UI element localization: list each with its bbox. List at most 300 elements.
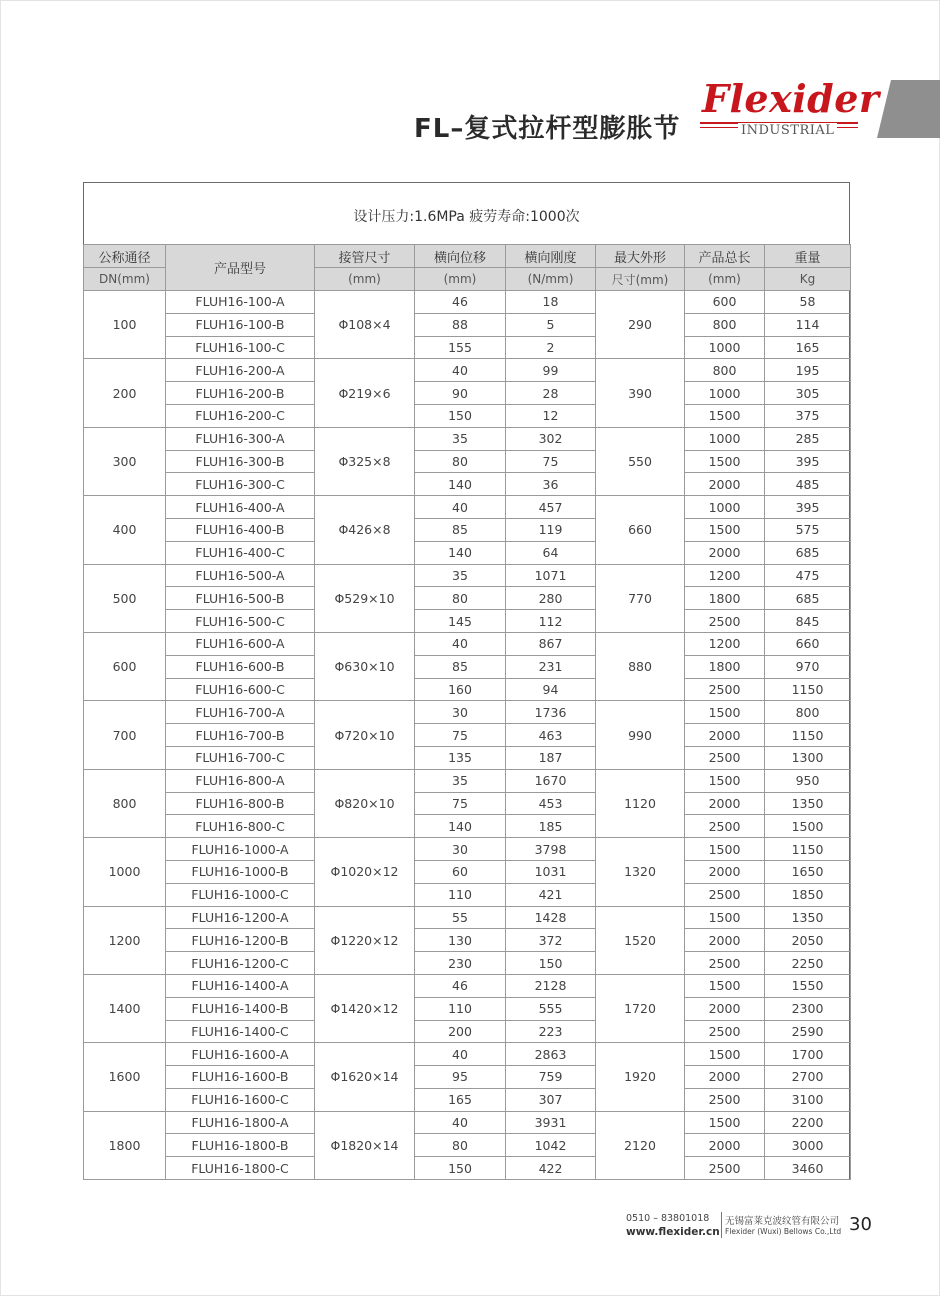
table-row — [84, 450, 851, 473]
nominal-diameter-cell: 500 — [84, 564, 166, 632]
overall-length-cell: 1500 — [685, 518, 765, 541]
pipe-size-cell: Φ108×4 — [315, 291, 415, 359]
weight-cell: 395 — [765, 496, 851, 519]
lateral-displacement-cell: 80 — [415, 450, 506, 473]
table-row — [84, 883, 851, 906]
lateral-displacement-cell: 135 — [415, 746, 506, 769]
lateral-displacement-cell: 46 — [415, 974, 506, 997]
column-header: 接管尺寸 — [315, 245, 415, 268]
design-note: 设计压力:1.6MPa 疲劳寿命:1000次 — [353, 209, 580, 225]
pipe-size-cell: Φ1220×12 — [315, 906, 415, 974]
lateral-displacement-cell: 30 — [415, 838, 506, 861]
lateral-displacement-cell: 200 — [415, 1020, 506, 1043]
overall-length-cell: 1500 — [685, 1111, 765, 1134]
model-cell: FLUH16-1200-C — [166, 952, 315, 975]
table-row — [84, 769, 851, 792]
pipe-size-cell: Φ1820×14 — [315, 1111, 415, 1179]
overall-length-cell: 2000 — [685, 541, 765, 564]
lateral-displacement-cell: 40 — [415, 1111, 506, 1134]
pipe-size-cell: Φ325×8 — [315, 427, 415, 495]
model-cell: FLUH16-800-B — [166, 792, 315, 815]
lateral-stiffness-cell: 1071 — [506, 564, 596, 587]
table-row — [84, 1111, 851, 1134]
overall-length-cell: 2000 — [685, 1134, 765, 1157]
lateral-displacement-cell: 90 — [415, 382, 506, 405]
model-cell: FLUH16-1600-A — [166, 1043, 315, 1066]
overall-length-cell: 2500 — [685, 1088, 765, 1111]
lateral-stiffness-cell: 1428 — [506, 906, 596, 929]
weight-cell: 195 — [765, 359, 851, 382]
nominal-diameter-cell: 700 — [84, 701, 166, 769]
model-cell: FLUH16-300-C — [166, 473, 315, 496]
weight-cell: 395 — [765, 450, 851, 473]
model-cell: FLUH16-400-C — [166, 541, 315, 564]
column-header: 最大外形 — [596, 245, 685, 268]
nominal-diameter-cell: 100 — [84, 291, 166, 359]
spec-table — [83, 244, 851, 1180]
lateral-stiffness-cell: 28 — [506, 382, 596, 405]
nominal-diameter-cell: 600 — [84, 632, 166, 700]
model-cell: FLUH16-1800-B — [166, 1134, 315, 1157]
overall-length-cell: 2000 — [685, 792, 765, 815]
lateral-displacement-cell: 95 — [415, 1066, 506, 1089]
overall-length-cell: 2000 — [685, 860, 765, 883]
max-outer-size-cell: 660 — [596, 496, 685, 564]
max-outer-size-cell: 1320 — [596, 838, 685, 906]
lateral-stiffness-cell: 12 — [506, 404, 596, 427]
lateral-displacement-cell: 88 — [415, 313, 506, 336]
nominal-diameter-cell: 1000 — [84, 838, 166, 906]
lateral-displacement-cell: 85 — [415, 518, 506, 541]
column-header-unit: (mm) — [685, 268, 765, 291]
weight-cell: 485 — [765, 473, 851, 496]
lateral-displacement-cell: 130 — [415, 929, 506, 952]
pipe-size-cell: Φ426×8 — [315, 496, 415, 564]
lateral-stiffness-cell: 99 — [506, 359, 596, 382]
lateral-stiffness-cell: 2 — [506, 336, 596, 359]
max-outer-size-cell: 770 — [596, 564, 685, 632]
model-cell: FLUH16-100-C — [166, 336, 315, 359]
model-cell: FLUH16-700-A — [166, 701, 315, 724]
overall-length-cell: 2500 — [685, 746, 765, 769]
flexider-logo — [700, 76, 880, 142]
lateral-displacement-cell: 55 — [415, 906, 506, 929]
weight-cell: 950 — [765, 769, 851, 792]
column-header-unit: (mm) — [315, 268, 415, 291]
table-header — [84, 245, 851, 291]
table-row — [84, 746, 851, 769]
lateral-stiffness-cell: 867 — [506, 632, 596, 655]
overall-length-cell: 2500 — [685, 883, 765, 906]
lateral-stiffness-cell: 280 — [506, 587, 596, 610]
column-header: 重量 — [765, 245, 851, 268]
weight-cell: 285 — [765, 427, 851, 450]
lateral-stiffness-cell: 112 — [506, 610, 596, 633]
overall-length-cell: 1500 — [685, 838, 765, 861]
lateral-displacement-cell: 35 — [415, 769, 506, 792]
max-outer-size-cell: 990 — [596, 701, 685, 769]
lateral-displacement-cell: 35 — [415, 564, 506, 587]
weight-cell: 2590 — [765, 1020, 851, 1043]
column-header-unit: (N/mm) — [506, 268, 596, 291]
lateral-stiffness-cell: 1042 — [506, 1134, 596, 1157]
model-cell: FLUH16-200-C — [166, 404, 315, 427]
nominal-diameter-cell: 1400 — [84, 974, 166, 1042]
lateral-stiffness-cell: 3798 — [506, 838, 596, 861]
weight-cell: 800 — [765, 701, 851, 724]
model-cell: FLUH16-1200-A — [166, 906, 315, 929]
lateral-displacement-cell: 85 — [415, 655, 506, 678]
lateral-displacement-cell: 75 — [415, 724, 506, 747]
nominal-diameter-cell: 200 — [84, 359, 166, 427]
column-header: 横向位移 — [415, 245, 506, 268]
table-row — [84, 1088, 851, 1111]
weight-cell: 3000 — [765, 1134, 851, 1157]
lateral-stiffness-cell: 422 — [506, 1157, 596, 1180]
overall-length-cell: 2500 — [685, 952, 765, 975]
weight-cell: 1550 — [765, 974, 851, 997]
logo-text: Flexider — [702, 76, 880, 121]
table-row — [84, 336, 851, 359]
overall-length-cell: 800 — [685, 359, 765, 382]
lateral-displacement-cell: 150 — [415, 404, 506, 427]
model-cell: FLUH16-1800-A — [166, 1111, 315, 1134]
weight-cell: 3100 — [765, 1088, 851, 1111]
model-cell: FLUH16-300-A — [166, 427, 315, 450]
table-row — [84, 838, 851, 861]
column-header: 产品总长 — [685, 245, 765, 268]
lateral-stiffness-cell: 1736 — [506, 701, 596, 724]
column-header: 产品型号 — [166, 245, 315, 291]
lateral-stiffness-cell: 18 — [506, 291, 596, 314]
lateral-stiffness-cell: 1031 — [506, 860, 596, 883]
table-body — [84, 291, 851, 1180]
overall-length-cell: 2500 — [685, 1020, 765, 1043]
lateral-stiffness-cell: 3931 — [506, 1111, 596, 1134]
weight-cell: 1150 — [765, 678, 851, 701]
max-outer-size-cell: 880 — [596, 632, 685, 700]
lateral-stiffness-cell: 302 — [506, 427, 596, 450]
overall-length-cell: 2500 — [685, 610, 765, 633]
pipe-size-cell: Φ529×10 — [315, 564, 415, 632]
footer-website[interactable]: www.flexider.cn — [626, 1226, 720, 1238]
weight-cell: 375 — [765, 404, 851, 427]
overall-length-cell: 600 — [685, 291, 765, 314]
lateral-displacement-cell: 40 — [415, 359, 506, 382]
lateral-stiffness-cell: 372 — [506, 929, 596, 952]
lateral-stiffness-cell: 223 — [506, 1020, 596, 1043]
lateral-displacement-cell: 80 — [415, 1134, 506, 1157]
weight-cell: 685 — [765, 541, 851, 564]
lateral-displacement-cell: 30 — [415, 701, 506, 724]
table-row — [84, 404, 851, 427]
max-outer-size-cell: 1720 — [596, 974, 685, 1042]
table-row — [84, 1066, 851, 1089]
model-cell: FLUH16-600-A — [166, 632, 315, 655]
weight-cell: 2250 — [765, 952, 851, 975]
table-row — [84, 655, 851, 678]
lateral-stiffness-cell: 119 — [506, 518, 596, 541]
table-row — [84, 313, 851, 336]
max-outer-size-cell: 1520 — [596, 906, 685, 974]
weight-cell: 970 — [765, 655, 851, 678]
column-header-unit: (mm) — [415, 268, 506, 291]
overall-length-cell: 2000 — [685, 929, 765, 952]
lateral-stiffness-cell: 759 — [506, 1066, 596, 1089]
table-row — [84, 564, 851, 587]
nominal-diameter-cell: 1800 — [84, 1111, 166, 1179]
table-row — [84, 678, 851, 701]
model-cell: FLUH16-1800-C — [166, 1157, 315, 1180]
overall-length-cell: 1200 — [685, 564, 765, 587]
overall-length-cell: 1500 — [685, 1043, 765, 1066]
max-outer-size-cell: 390 — [596, 359, 685, 427]
lateral-displacement-cell: 230 — [415, 952, 506, 975]
column-header: 公称通径 — [84, 245, 166, 268]
page-title: FL–复式拉杆型膨胀节 — [414, 114, 681, 144]
table-row — [84, 1043, 851, 1066]
overall-length-cell: 800 — [685, 313, 765, 336]
max-outer-size-cell: 550 — [596, 427, 685, 495]
lateral-stiffness-cell: 185 — [506, 815, 596, 838]
table-row — [84, 724, 851, 747]
overall-length-cell: 2500 — [685, 1157, 765, 1180]
overall-length-cell: 1000 — [685, 336, 765, 359]
weight-cell: 305 — [765, 382, 851, 405]
table-row — [84, 792, 851, 815]
pipe-size-cell: Φ1420×12 — [315, 974, 415, 1042]
weight-cell: 685 — [765, 587, 851, 610]
lateral-displacement-cell: 150 — [415, 1157, 506, 1180]
table-row — [84, 587, 851, 610]
max-outer-size-cell: 1120 — [596, 769, 685, 837]
weight-cell: 475 — [765, 564, 851, 587]
footer-company-cn: 无锡富莱克波纹管有限公司 — [725, 1216, 840, 1227]
overall-length-cell: 1800 — [685, 587, 765, 610]
model-cell: FLUH16-1400-A — [166, 974, 315, 997]
model-cell: FLUH16-400-A — [166, 496, 315, 519]
pipe-size-cell: Φ219×6 — [315, 359, 415, 427]
weight-cell: 2700 — [765, 1066, 851, 1089]
model-cell: FLUH16-1200-B — [166, 929, 315, 952]
lateral-displacement-cell: 60 — [415, 860, 506, 883]
logo-subtitle: INDUSTRIAL — [738, 123, 837, 138]
table-row — [84, 906, 851, 929]
model-cell: FLUH16-200-A — [166, 359, 315, 382]
model-cell: FLUH16-700-C — [166, 746, 315, 769]
table-row — [84, 1134, 851, 1157]
lateral-stiffness-cell: 421 — [506, 883, 596, 906]
overall-length-cell: 1500 — [685, 906, 765, 929]
table-row — [84, 291, 851, 314]
lateral-displacement-cell: 140 — [415, 815, 506, 838]
table-row — [84, 701, 851, 724]
table-row — [84, 632, 851, 655]
overall-length-cell: 2000 — [685, 473, 765, 496]
table-row — [84, 427, 851, 450]
lateral-displacement-cell: 40 — [415, 1043, 506, 1066]
weight-cell: 1350 — [765, 906, 851, 929]
footer-company-en: Flexider (Wuxi) Bellows Co.,Ltd — [725, 1227, 842, 1236]
table-row — [84, 929, 851, 952]
lateral-stiffness-cell: 64 — [506, 541, 596, 564]
weight-cell: 1150 — [765, 724, 851, 747]
lateral-stiffness-cell: 457 — [506, 496, 596, 519]
lateral-displacement-cell: 155 — [415, 336, 506, 359]
table-row — [84, 997, 851, 1020]
model-cell: FLUH16-1000-C — [166, 883, 315, 906]
footer-divider — [721, 1212, 722, 1238]
lateral-displacement-cell: 110 — [415, 997, 506, 1020]
weight-cell: 1350 — [765, 792, 851, 815]
lateral-stiffness-cell: 453 — [506, 792, 596, 815]
column-header-unit: 尺寸(mm) — [596, 268, 685, 291]
column-header-unit: DN(mm) — [84, 268, 166, 291]
overall-length-cell: 2000 — [685, 724, 765, 747]
footer-phone: 0510 – 83801018 — [626, 1213, 710, 1224]
lateral-displacement-cell: 40 — [415, 496, 506, 519]
model-cell: FLUH16-1600-B — [166, 1066, 315, 1089]
model-cell: FLUH16-800-C — [166, 815, 315, 838]
model-cell: FLUH16-1400-B — [166, 997, 315, 1020]
lateral-stiffness-cell: 75 — [506, 450, 596, 473]
overall-length-cell: 1000 — [685, 427, 765, 450]
model-cell: FLUH16-1000-B — [166, 860, 315, 883]
lateral-stiffness-cell: 307 — [506, 1088, 596, 1111]
lateral-stiffness-cell: 555 — [506, 997, 596, 1020]
page-number: 30 — [849, 1214, 872, 1235]
column-header: 横向刚度 — [506, 245, 596, 268]
lateral-displacement-cell: 40 — [415, 632, 506, 655]
model-cell: FLUH16-1600-C — [166, 1088, 315, 1111]
max-outer-size-cell: 1920 — [596, 1043, 685, 1111]
weight-cell: 3460 — [765, 1157, 851, 1180]
table-row — [84, 610, 851, 633]
overall-length-cell: 1500 — [685, 769, 765, 792]
pipe-size-cell: Φ630×10 — [315, 632, 415, 700]
weight-cell: 2200 — [765, 1111, 851, 1134]
lateral-displacement-cell: 110 — [415, 883, 506, 906]
lateral-displacement-cell: 75 — [415, 792, 506, 815]
model-cell: FLUH16-500-C — [166, 610, 315, 633]
overall-length-cell: 1500 — [685, 450, 765, 473]
table-row — [84, 974, 851, 997]
overall-length-cell: 1500 — [685, 974, 765, 997]
nominal-diameter-cell: 300 — [84, 427, 166, 495]
lateral-displacement-cell: 80 — [415, 587, 506, 610]
model-cell: FLUH16-400-B — [166, 518, 315, 541]
lateral-stiffness-cell: 94 — [506, 678, 596, 701]
overall-length-cell: 1000 — [685, 496, 765, 519]
model-cell: FLUH16-1400-C — [166, 1020, 315, 1043]
lateral-stiffness-cell: 5 — [506, 313, 596, 336]
lateral-stiffness-cell: 2128 — [506, 974, 596, 997]
lateral-displacement-cell: 165 — [415, 1088, 506, 1111]
table-row — [84, 496, 851, 519]
weight-cell: 58 — [765, 291, 851, 314]
nominal-diameter-cell: 400 — [84, 496, 166, 564]
overall-length-cell: 1500 — [685, 701, 765, 724]
table-row — [84, 473, 851, 496]
weight-cell: 114 — [765, 313, 851, 336]
weight-cell: 1300 — [765, 746, 851, 769]
max-outer-size-cell: 290 — [596, 291, 685, 359]
overall-length-cell: 1200 — [685, 632, 765, 655]
model-cell: FLUH16-1000-A — [166, 838, 315, 861]
lateral-displacement-cell: 46 — [415, 291, 506, 314]
nominal-diameter-cell: 1600 — [84, 1043, 166, 1111]
lateral-stiffness-cell: 187 — [506, 746, 596, 769]
weight-cell: 575 — [765, 518, 851, 541]
overall-length-cell: 1500 — [685, 404, 765, 427]
weight-cell: 2300 — [765, 997, 851, 1020]
lateral-displacement-cell: 140 — [415, 473, 506, 496]
weight-cell: 1850 — [765, 883, 851, 906]
table-row — [84, 359, 851, 382]
nominal-diameter-cell: 1200 — [84, 906, 166, 974]
model-cell: FLUH16-700-B — [166, 724, 315, 747]
lateral-displacement-cell: 145 — [415, 610, 506, 633]
lateral-stiffness-cell: 2863 — [506, 1043, 596, 1066]
nominal-diameter-cell: 800 — [84, 769, 166, 837]
weight-cell: 1650 — [765, 860, 851, 883]
lateral-stiffness-cell: 1670 — [506, 769, 596, 792]
lateral-displacement-cell: 35 — [415, 427, 506, 450]
model-cell: FLUH16-200-B — [166, 382, 315, 405]
table-row — [84, 518, 851, 541]
column-header-unit: Kg — [765, 268, 851, 291]
model-cell: FLUH16-500-B — [166, 587, 315, 610]
pipe-size-cell: Φ1020×12 — [315, 838, 415, 906]
overall-length-cell: 2000 — [685, 997, 765, 1020]
model-cell: FLUH16-600-B — [166, 655, 315, 678]
model-cell: FLUH16-300-B — [166, 450, 315, 473]
lateral-stiffness-cell: 36 — [506, 473, 596, 496]
weight-cell: 165 — [765, 336, 851, 359]
overall-length-cell: 2500 — [685, 678, 765, 701]
weight-cell: 2050 — [765, 929, 851, 952]
lateral-stiffness-cell: 231 — [506, 655, 596, 678]
overall-length-cell: 2500 — [685, 815, 765, 838]
model-cell: FLUH16-500-A — [166, 564, 315, 587]
lateral-displacement-cell: 160 — [415, 678, 506, 701]
overall-length-cell: 1000 — [685, 382, 765, 405]
weight-cell: 1700 — [765, 1043, 851, 1066]
lateral-displacement-cell: 140 — [415, 541, 506, 564]
model-cell: FLUH16-100-B — [166, 313, 315, 336]
weight-cell: 1500 — [765, 815, 851, 838]
table-row — [84, 952, 851, 975]
pipe-size-cell: Φ1620×14 — [315, 1043, 415, 1111]
max-outer-size-cell: 2120 — [596, 1111, 685, 1179]
table-row — [84, 815, 851, 838]
model-cell: FLUH16-800-A — [166, 769, 315, 792]
weight-cell: 845 — [765, 610, 851, 633]
model-cell: FLUH16-100-A — [166, 291, 315, 314]
table-row — [84, 860, 851, 883]
model-cell: FLUH16-600-C — [166, 678, 315, 701]
table-row — [84, 1157, 851, 1180]
weight-cell: 660 — [765, 632, 851, 655]
pipe-size-cell: Φ820×10 — [315, 769, 415, 837]
table-row — [84, 541, 851, 564]
lateral-stiffness-cell: 463 — [506, 724, 596, 747]
table-row — [84, 1020, 851, 1043]
weight-cell: 1150 — [765, 838, 851, 861]
lateral-stiffness-cell: 150 — [506, 952, 596, 975]
pipe-size-cell: Φ720×10 — [315, 701, 415, 769]
table-row — [84, 382, 851, 405]
